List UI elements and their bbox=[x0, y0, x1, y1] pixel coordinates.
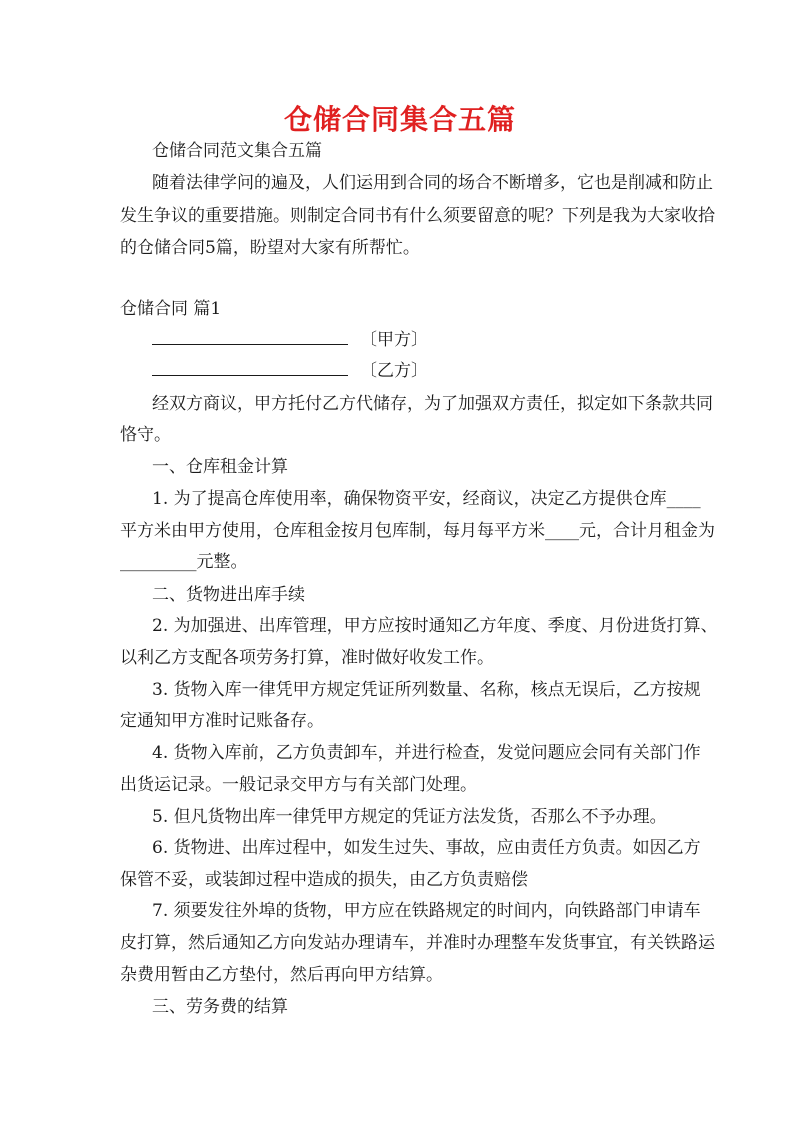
party-b-line bbox=[152, 359, 692, 383]
agreement-line-1: 经双方商议，甲方托付乙方代储存，为了加强双方责任，拟定如下条款共同 bbox=[152, 394, 713, 414]
clause-7-line-3: 杂费用暂由乙方垫付，然后再向甲方结算。 bbox=[120, 965, 443, 985]
party-b-blank bbox=[152, 361, 348, 376]
clause-6-line-2: 保管不妥，或装卸过程中造成的损失，由乙方负责赔偿 bbox=[120, 870, 528, 890]
clause-4-line-2: 出货运记录。一般记录交甲方与有关部门处理。 bbox=[120, 775, 477, 795]
clause-1-line-1: 1. 为了提高仓库使用率，确保物资平安，经商议，决定乙方提供仓库____ bbox=[152, 489, 701, 509]
clause-2-line-1: 2. 为加强进、出库管理，甲方应按时通知乙方年度、季度、月份进货打算、 bbox=[152, 616, 718, 636]
clause-4-line-1: 4. 货物入库前，乙方负责卸车，并进行检查，发觉问题应会同有关部门作 bbox=[152, 743, 701, 763]
party-a-blank bbox=[152, 330, 348, 345]
subtitle: 仓储合同范文集合五篇 bbox=[152, 141, 322, 161]
clause-1-line-2: 平方米由甲方使用，仓库租金按月包库制，每月每平方米____元，合计月租金为 bbox=[120, 521, 715, 541]
heading-2: 二、货物进出库手续 bbox=[152, 585, 305, 605]
clause-5-line-1: 5. 但凡货物出库一律凭甲方规定的凭证方法发货，否那么不予办理。 bbox=[152, 807, 667, 827]
clause-6-line-1: 6. 货物进、出库过程中，如发生过失、事故，应由责任方负责。如因乙方 bbox=[152, 838, 701, 858]
intro-line-3: 的仓储合同5篇，盼望对大家有所帮忙。 bbox=[120, 238, 420, 258]
section-heading: 仓储合同 篇1 bbox=[120, 299, 222, 319]
clause-2-line-2: 以利乙方支配各项劳务打算，准时做好收发工作。 bbox=[120, 648, 494, 668]
clause-7-line-2: 皮打算，然后通知乙方向发站办理请车，并准时办理整车发货事宜，有关铁路运 bbox=[120, 933, 715, 953]
clause-1-line-3: _________元整。 bbox=[120, 552, 248, 572]
clause-7-line-1: 7. 须要发往外埠的货物，甲方应在铁路规定的时间内，向铁路部门申请车 bbox=[152, 901, 701, 921]
clause-3-line-1: 3. 货物入库一律凭甲方规定凭证所列数量、名称，核点无误后，乙方按规 bbox=[152, 680, 701, 700]
intro-line-2: 发生争议的重要措施。则制定合同书有什么须要留意的呢？下列是我为大家收拾 bbox=[120, 206, 715, 226]
party-a-label: 〔甲方〕 bbox=[360, 330, 428, 350]
clause-3-line-2: 定通知甲方准时记账备存。 bbox=[120, 711, 324, 731]
agreement-line-2: 恪守。 bbox=[120, 425, 171, 445]
party-b-label: 〔乙方〕 bbox=[360, 361, 428, 381]
heading-1: 一、仓库租金计算 bbox=[152, 457, 288, 477]
heading-3: 三、劳务费的结算 bbox=[152, 997, 288, 1017]
intro-line-1: 随着法律学问的遍及，人们运用到合同的场合不断增多，它也是削减和防止 bbox=[152, 173, 713, 193]
party-a-line bbox=[152, 328, 692, 352]
document-title: 仓储合同集合五篇 bbox=[283, 103, 516, 136]
